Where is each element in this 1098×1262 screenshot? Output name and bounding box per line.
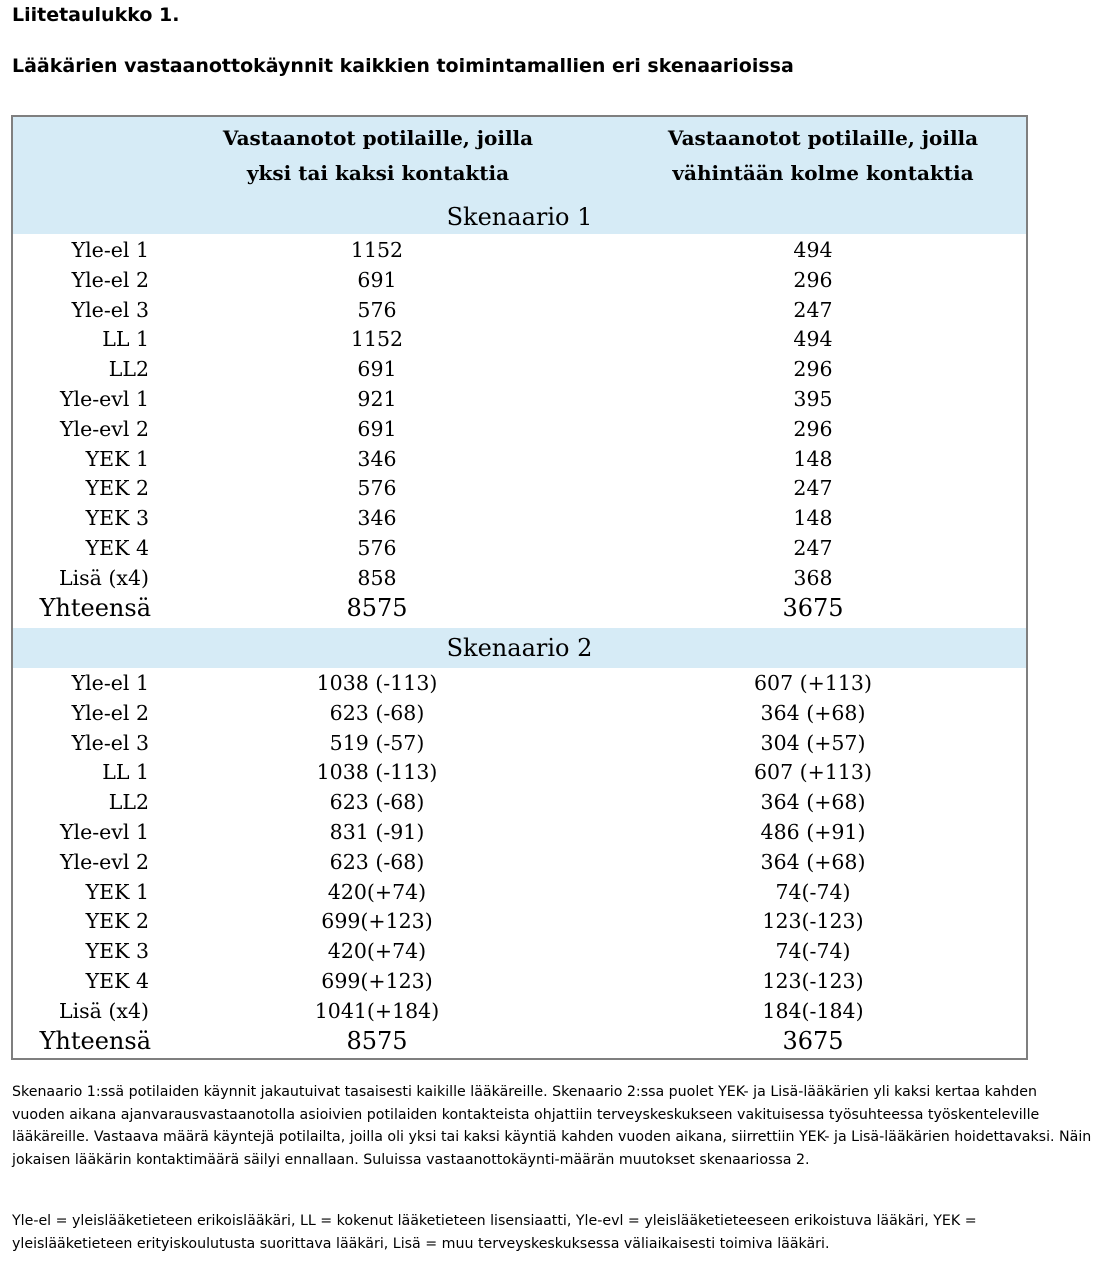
table-row — [13, 787, 1026, 817]
row-label: LL 1 — [102, 760, 149, 785]
value-three-or-more-contacts: 247 — [793, 297, 833, 322]
value-three-or-more-contacts: 304 (+57) — [760, 730, 866, 755]
value-one-or-two-contacts: 346 — [357, 506, 397, 531]
value-three-or-more-contacts: 364 (+68) — [760, 849, 866, 874]
value-one-or-two-contacts: 1038 (-113) — [316, 671, 438, 695]
row-label: YEK 4 — [85, 536, 149, 560]
value-one-or-two-contacts: 623 (-68) — [329, 790, 425, 815]
value-three-or-more-contacts: 184(-184) — [762, 998, 864, 1023]
value-three-or-more-contacts: 607 (+113) — [754, 760, 872, 785]
value-three-or-more-contacts: 296 — [793, 267, 833, 292]
table-row — [13, 265, 1026, 295]
table-row — [13, 533, 1026, 563]
table-row — [13, 668, 1026, 698]
table-row — [13, 384, 1026, 414]
row-label: YEK 3 — [85, 506, 149, 531]
table-row — [13, 906, 1026, 936]
value-one-or-two-contacts: 921 — [357, 387, 397, 411]
row-label: YEK 3 — [85, 939, 149, 964]
total-one-or-two-contacts: 8575 — [346, 593, 408, 622]
value-one-or-two-contacts: 420(+74) — [327, 939, 427, 964]
value-one-or-two-contacts: 420(+74) — [327, 879, 427, 904]
table-row — [13, 503, 1026, 533]
value-three-or-more-contacts: 494 — [793, 327, 833, 352]
value-one-or-two-contacts: 1038 (-113) — [316, 760, 438, 785]
value-three-or-more-contacts: 148 — [793, 446, 833, 471]
value-one-or-two-contacts: 699(+123) — [321, 969, 433, 993]
value-one-or-two-contacts: 346 — [357, 446, 397, 471]
total-one-or-two-contacts: 8575 — [346, 1026, 408, 1055]
table-row — [13, 563, 1026, 593]
table-row — [13, 936, 1026, 966]
row-label: Yle-el 1 — [71, 671, 149, 695]
value-three-or-more-contacts: 296 — [793, 416, 833, 441]
table-row — [13, 817, 1026, 847]
table-row — [13, 414, 1026, 444]
total-row — [13, 1024, 1026, 1058]
table-row — [13, 324, 1026, 354]
row-label: LL 1 — [102, 327, 149, 352]
value-one-or-two-contacts: 576 — [357, 297, 397, 322]
row-label: YEK 2 — [85, 476, 149, 501]
value-three-or-more-contacts: 607 (+113) — [754, 671, 872, 695]
value-one-or-two-contacts: 623 (-68) — [329, 849, 425, 874]
table-row — [13, 698, 1026, 728]
column-header-three-or-more-contacts: Vastaanotot potilaille, joilla vähintään kolme kontaktia — [667, 126, 979, 185]
value-one-or-two-contacts: 519 (-57) — [329, 730, 425, 755]
row-label: LL2 — [108, 357, 149, 382]
value-one-or-two-contacts: 576 — [357, 536, 397, 560]
value-three-or-more-contacts: 148 — [793, 506, 833, 531]
row-label: YEK 2 — [85, 909, 149, 934]
value-one-or-two-contacts: 858 — [357, 565, 397, 590]
value-one-or-two-contacts: 699(+123) — [321, 909, 433, 934]
value-one-or-two-contacts: 623 (-68) — [329, 700, 425, 725]
total-label: Yhteensä — [39, 1026, 151, 1055]
value-three-or-more-contacts: 368 — [793, 565, 833, 590]
scenario-2-title: Skenaario 2 — [446, 634, 593, 662]
table-row — [13, 728, 1026, 758]
row-label: Yle-el 3 — [71, 730, 149, 755]
footnote-explanation: Skenaario 1:ssä potilaiden käynnit jakautuivat tasaisesti kaikille lääkäreille. Skenaario 2:ssa puolet YEK- ja Lisä-lääkärien yli kaksi kertaa kahden vuoden aikana ajanvarausvastaanotolla asioivien potilaiden kontakteista ohjattiin terveyskeskukseen vakituisessa työsuhteessa työskenteleville lääkäreille. Vastaava määrä käyntejä potilailta, joilla oli yksi tai kaksi käyntiä kahden vuoden aikana, siirrettiin YEK- ja Lisä-lääkärien hoidettavaksi. Näin jokaisen lääkärin kontaktimäärä säilyi ennallaan. Suluissa vastaanottokäynti-määrän muutokset skenaariossa 2. — [12, 1084, 1092, 1168]
table-row — [13, 444, 1026, 474]
value-three-or-more-contacts: 364 (+68) — [760, 700, 866, 725]
column-header-one-or-two-contacts: Vastaanotot potilaille, joilla yksi tai kaksi kontaktia — [222, 126, 534, 185]
scenario-1-title: Skenaario 1 — [446, 203, 593, 231]
table-row — [13, 354, 1026, 384]
value-three-or-more-contacts: 247 — [793, 536, 833, 560]
value-three-or-more-contacts: 74(-74) — [775, 939, 851, 964]
row-label: YEK 1 — [85, 446, 149, 471]
value-three-or-more-contacts: 247 — [793, 476, 833, 501]
value-one-or-two-contacts: 691 — [357, 416, 397, 441]
table-row — [13, 966, 1026, 996]
value-three-or-more-contacts: 74(-74) — [775, 879, 851, 904]
total-row — [13, 591, 1026, 625]
value-one-or-two-contacts: 691 — [357, 357, 397, 382]
row-label: YEK 4 — [85, 969, 149, 993]
row-label: Lisä (x4) — [58, 998, 149, 1023]
value-three-or-more-contacts: 494 — [793, 238, 833, 262]
row-label: Yle-evl 2 — [60, 849, 149, 874]
row-label: Yle-el 2 — [71, 700, 149, 725]
table-row — [13, 473, 1026, 503]
row-label: Lisä (x4) — [58, 565, 149, 590]
data-table — [11, 115, 1028, 1060]
row-label: YEK 1 — [85, 879, 149, 904]
document-title: Lääkärien vastaanottokäynnit kaikkien toimintamallien eri skenaarioissa — [12, 55, 794, 77]
document-label: Liitetaulukko 1. — [12, 4, 180, 26]
total-three-or-more-contacts: 3675 — [782, 593, 844, 622]
value-three-or-more-contacts: 296 — [793, 357, 833, 382]
total-three-or-more-contacts: 3675 — [782, 1026, 844, 1055]
row-label: LL2 — [108, 790, 149, 815]
row-label: Yle-evl 2 — [60, 416, 149, 441]
row-label: Yle-el 2 — [71, 267, 149, 292]
value-three-or-more-contacts: 123(-123) — [762, 969, 864, 993]
row-label: Yle-el 1 — [71, 238, 149, 262]
table-row — [13, 877, 1026, 907]
value-one-or-two-contacts: 691 — [357, 267, 397, 292]
value-three-or-more-contacts: 364 (+68) — [760, 790, 866, 815]
table-row — [13, 996, 1026, 1026]
table-row — [13, 235, 1026, 265]
table-row — [13, 295, 1026, 325]
footnote-abbreviations: Yle-el = yleislääketieteen erikoislääkäri, LL = kokenut lääketieteen lisensiaatti, Yle-evl = yleislääketieteeseen erikoistuva lääkäri, YEK = yleislääketieteen erityiskoulutusta suorittava lääkäri, Lisä = muu terveyskeskuksessa väliaikaisesti toimiva lääkäri. — [12, 1213, 977, 1252]
total-label: Yhteensä — [39, 593, 151, 622]
row-label: Yle-evl 1 — [60, 387, 149, 411]
value-one-or-two-contacts: 1041(+184) — [314, 998, 440, 1023]
value-one-or-two-contacts: 831 (-91) — [329, 820, 425, 844]
value-one-or-two-contacts: 1152 — [350, 327, 404, 352]
row-label: Yle-evl 1 — [60, 820, 149, 844]
value-three-or-more-contacts: 395 — [793, 387, 833, 411]
value-one-or-two-contacts: 576 — [357, 476, 397, 501]
table-row — [13, 757, 1026, 787]
value-three-or-more-contacts: 123(-123) — [762, 909, 864, 934]
table-row — [13, 847, 1026, 877]
row-label: Yle-el 3 — [71, 297, 149, 322]
value-three-or-more-contacts: 486 (+91) — [760, 820, 866, 844]
value-one-or-two-contacts: 1152 — [350, 238, 404, 262]
